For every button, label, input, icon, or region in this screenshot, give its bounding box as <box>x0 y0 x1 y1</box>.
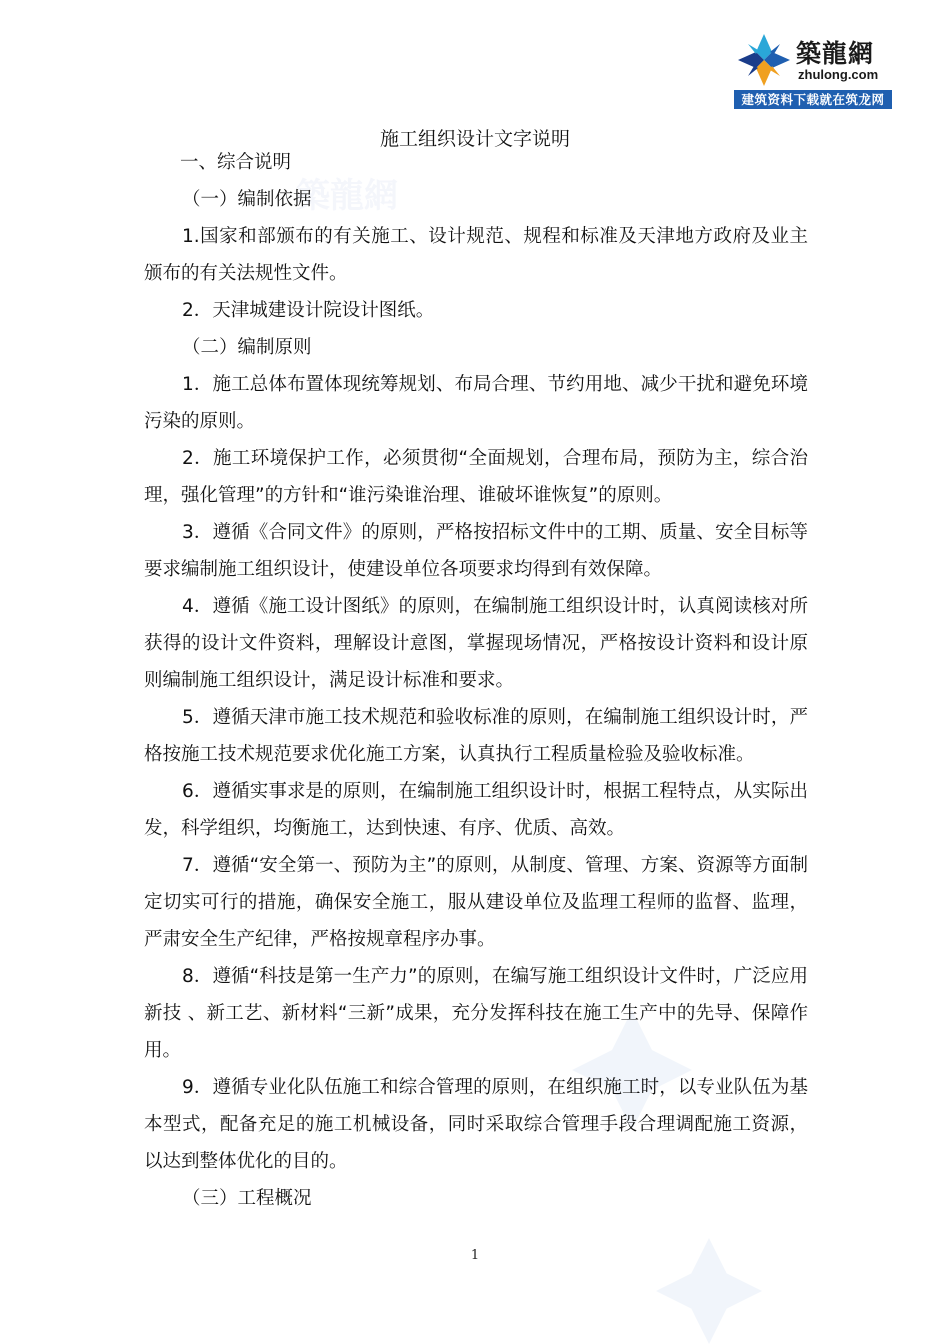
subsection-heading: （一）编制依据 <box>182 189 312 210</box>
section-heading: 一、综合说明 <box>180 152 292 173</box>
zhulong-star-icon <box>736 32 792 88</box>
logo-slogan: 建筑资料下载就在筑龙网 <box>734 90 892 109</box>
paragraph: 4．遵循《施工设计图纸》的原则，在编制施工组织设计时，认真阅读核对所获得的设计文件资料，理解设计意图，掌握现场情况，严格按设计资料和设计原则编制施工组织设计，满足设计标准和要求。 <box>144 596 808 691</box>
zhulong-logo[interactable] <box>734 30 892 110</box>
paragraph: 9．遵循专业化队伍施工和综合管理的原则，在组织施工时，以专业队伍为基本型式，配备充足的施工机械设备，同时采取综合管理手段合理调配施工资源，以达到整体优化的目的。 <box>144 1077 808 1172</box>
logo-domain: zhulong.com <box>798 67 879 82</box>
paragraph: 5．遵循天津市施工技术规范和验收标准的原则，在编制施工组织设计时，严格按施工技术规范要求优化施工方案，认真执行工程质量检验及验收标准。 <box>144 707 808 765</box>
document-title: 施工组织设计文字说明 <box>379 128 570 150</box>
document-body <box>144 144 808 1217</box>
paragraph: 3．遵循《合同文件》的原则，严格按招标文件中的工期、质量、安全目标等要求编制施工组织设计，使建设单位各项要求均得到有效保障。 <box>144 522 808 580</box>
paragraph: 2．施工环境保护工作，必须贯彻“全面规划，合理布局，预防为主，综合治理，强化管理”的方针和“谁污染谁治理、谁破坏谁恢复”的原则。 <box>144 448 808 506</box>
paragraph: 8．遵循“科技是第一生产力”的原则，在编写施工组织设计文件时，广泛应用新技 、新工艺、新材料“三新”成果，充分发挥科技在施工生产中的先导、保障作用。 <box>144 966 808 1061</box>
logo-chinese-name: 築龍網 <box>796 39 875 68</box>
paragraph: 1．施工总体布置体现统筹规划、布局合理、节约用地、减少干扰和避免环境污染的原则。 <box>144 374 808 432</box>
watermark-text: 築龍網 <box>296 176 398 216</box>
paragraph: 1.国家和部颁布的有关施工、设计规范、规程和标准及天津地方政府及业主颁布的有关法规性文件。 <box>144 226 808 284</box>
paragraph: 2．天津城建设计院设计图纸。 <box>182 300 435 321</box>
subsection-heading: （三）工程概况 <box>182 1188 312 1209</box>
page-number: 1 <box>470 1248 480 1263</box>
paragraph: 6．遵循实事求是的原则，在编制施工组织设计时，根据工程特点，从实际出发，科学组织，均衡施工，达到快速、有序、优质、高效。 <box>144 781 808 839</box>
subsection-heading: （二）编制原则 <box>182 337 312 358</box>
paragraph: 7．遵循“安全第一、预防为主”的原则，从制度、管理、方案、资源等方面制定切实可行的措施，确保安全施工，服从建设单位及监理工程师的监督、监理，严肃安全生产纪律，严格按规章程序办事。 <box>144 855 808 950</box>
